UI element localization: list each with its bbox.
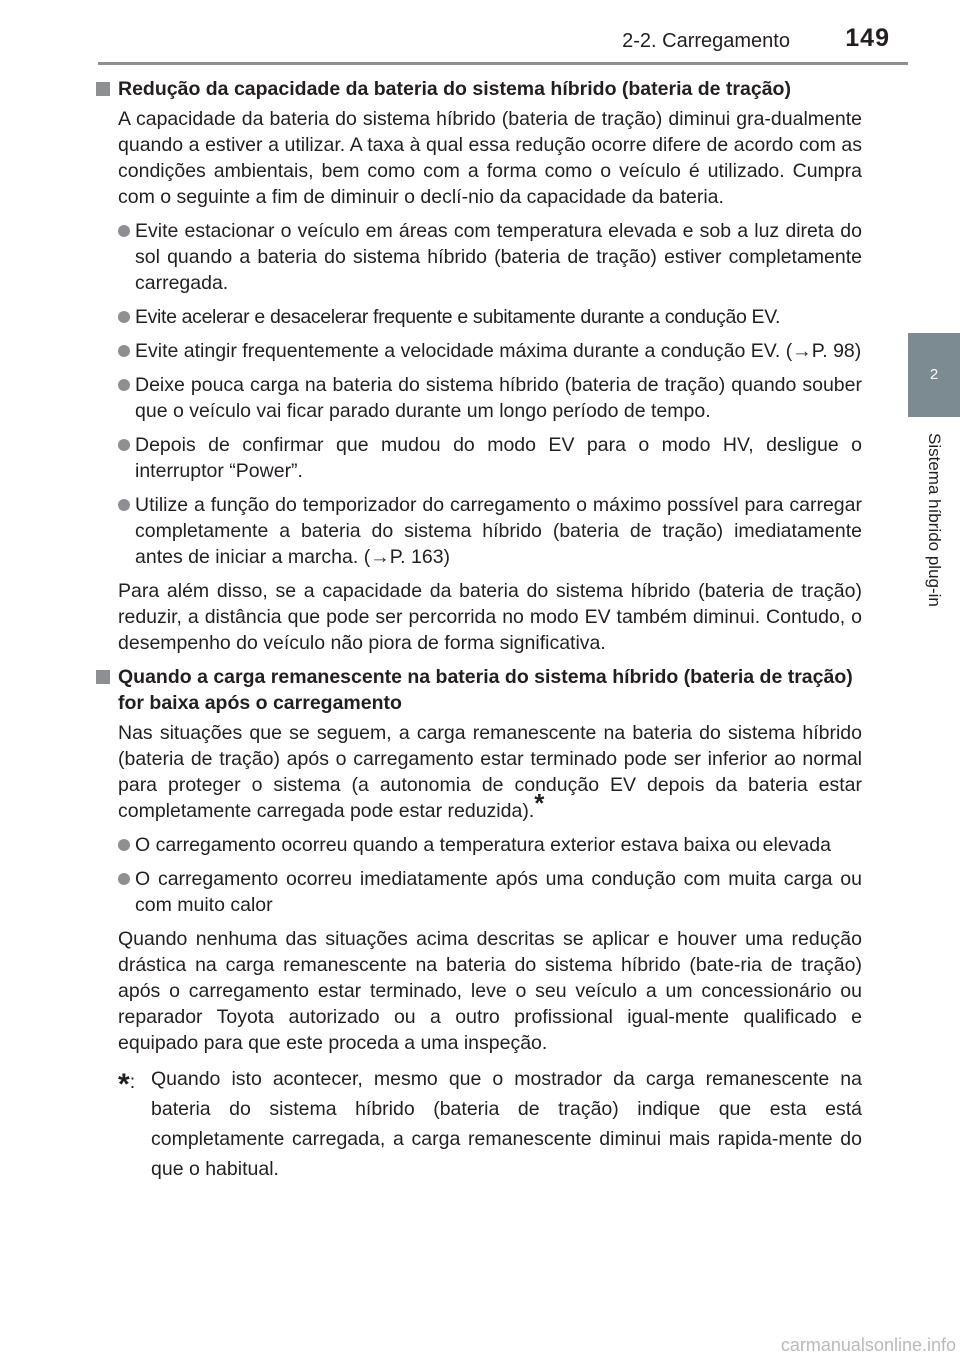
round-bullet-icon [118, 839, 130, 851]
chapter-tab-label: Sistema híbrido plug-in [925, 433, 944, 607]
list-item: Depois de confirmar que mudou do modo EV para o modo HV, desligue o interruptor “Power”. [118, 432, 862, 484]
section-heading-1: Redução da capacidade da bateria do sistema híbrido (bateria de tração) [96, 76, 862, 102]
header-rule [98, 62, 908, 65]
section-1-intro: A capacidade da bateria do sistema híbrido (bateria de tração) diminui gra-dualmente quando a estiver a utilizar. A taxa à qual essa redução ocorre difere de acordo com as condições ambientais, bem como com a forma como o veículo é utilizado. Cumpra com o seguinte a fim de diminuir o declí-nio da capacidade da bateria. [118, 108, 862, 208]
footnote [118, 1064, 862, 1184]
list-item: Utilize a função do temporizador do carregamento o máximo possível para carregar completamente a bateria do sistema híbrido (bateria de tração) imediatamente antes de iniciar a marcha. (→P. 163) [118, 492, 862, 570]
chapter-tab [908, 417, 960, 837]
round-bullet-icon [118, 345, 130, 357]
list-item: Evite estacionar o veículo em áreas com temperatura elevada e sob a luz direta do sol quando a bateria do sistema híbrido (bateria de tração) estiver completamente carregada. [118, 218, 862, 296]
page-header [0, 0, 960, 66]
round-bullet-icon [118, 225, 130, 237]
section-1-outro: Para além disso, se a capacidade da bateria do sistema híbrido (bateria de tração) reduzir, a distância que pode ser percorrida no modo EV também diminui. Contudo, o desempenho do veículo não piora de forma significativa. [118, 580, 862, 654]
list-item: O carregamento ocorreu imediatamente após uma condução com muita carga ou com muito calor [118, 866, 862, 918]
footnote-mark: * [534, 787, 545, 818]
round-bullet-icon [118, 499, 130, 511]
page-content [96, 76, 862, 1184]
section-heading-2: Quando a carga remanescente na bateria do sistema híbrido (bateria de tração) for baixa após o carregamento [96, 664, 862, 716]
round-bullet-icon [118, 379, 130, 391]
list-item: Evite acelerar e desacelerar frequente e subitamente durante a condução EV. [118, 304, 862, 330]
watermark: carmanualsonline.info [780, 1335, 956, 1355]
list-item: O carregamento ocorreu quando a temperatura exterior estava baixa ou elevada [118, 832, 862, 858]
page-number: 149 [845, 24, 890, 52]
section-title: 2-2. Carregamento [622, 30, 790, 52]
chapter-tab-number: 2 [908, 333, 960, 417]
round-bullet-icon [118, 873, 130, 885]
section-2-outro: Quando nenhuma das situações acima descritas se aplicar e houver uma redução drástica na carga remanescente na bateria do sistema híbrido (bate-ria de tração) após o carregamento estar terminado, leve o seu veículo a um concessionário ou reparador Toyota autorizado ou a outro profissional igual-mente qualificado e equipado para que este proceda a uma inspeção. [118, 928, 862, 1054]
list-item: Deixe pouca carga na bateria do sistema híbrido (bateria de tração) quando souber que o veículo vai ficar parado durante um longo período de tempo. [118, 372, 862, 424]
round-bullet-icon [118, 439, 130, 451]
list-item: Evite atingir frequentemente a velocidade máxima durante a condução EV. (→P. 98) [118, 338, 862, 364]
footnote-text: Quando isto acontecer, mesmo que o mostrador da carga remanescente na bateria do sistema híbrido (bateria de tração) indique que esta está completamente carregada, a carga remanescente diminui mais rapida-mente do que o habitual. [151, 1068, 862, 1180]
footnote-marker: *: [118, 1068, 136, 1101]
round-bullet-icon [118, 311, 130, 323]
section-2-intro: Nas situações que se seguem, a carga remanescente na bateria do sistema híbrido (bateria de tração) após o carregamento estar terminado pode ser inferior ao normal para proteger o sistema (a autonomia de condução EV depois da bateria estar completamente carregada pode estar reduzida).* [118, 722, 862, 822]
square-bullet-icon [96, 670, 110, 684]
square-bullet-icon [96, 82, 110, 96]
